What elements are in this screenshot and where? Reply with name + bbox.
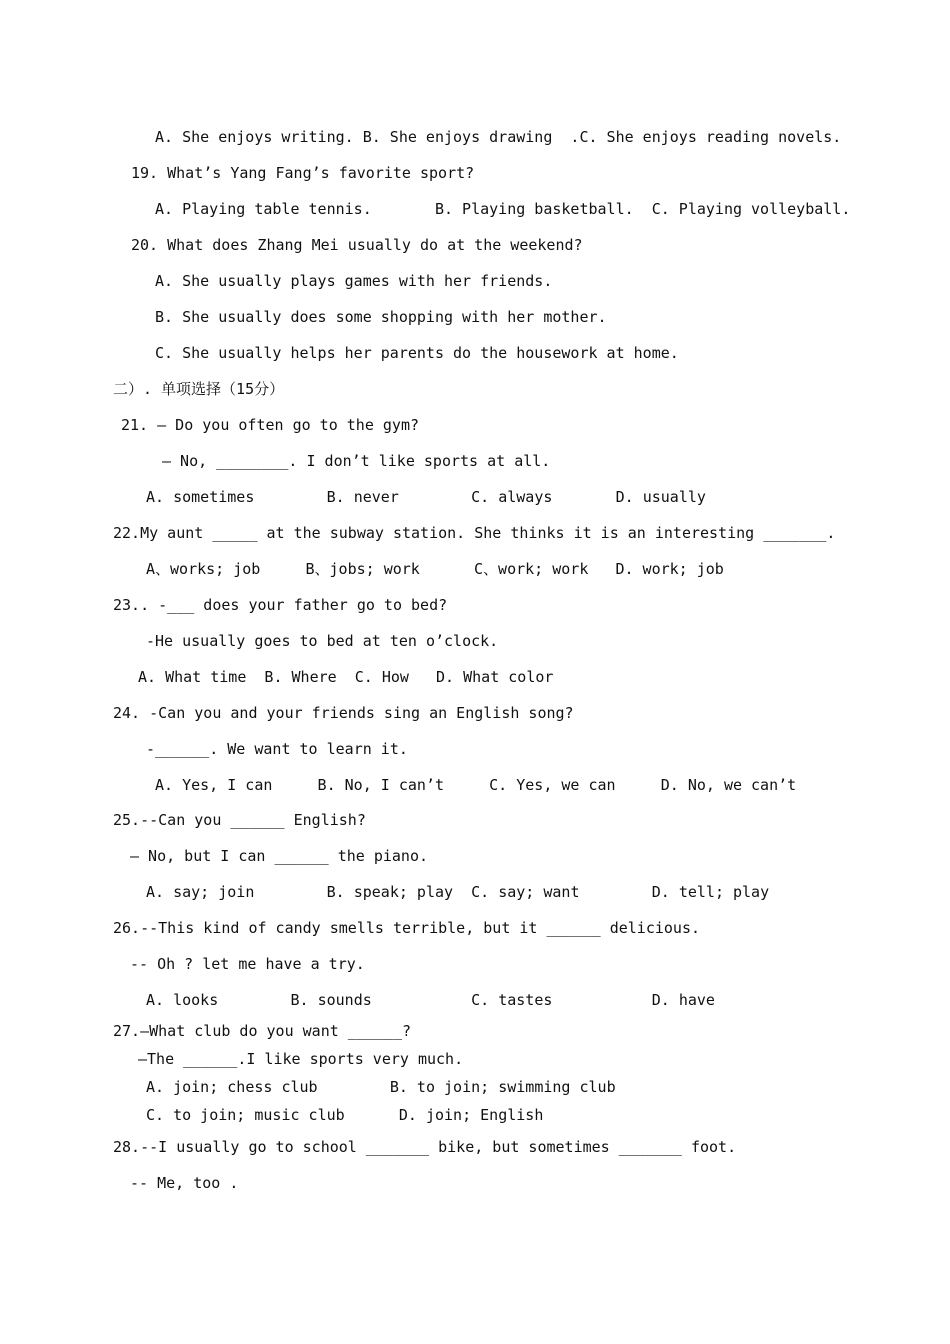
q25-answer-line: — No, but I can ______ the piano. (130, 847, 429, 865)
q22-options: A、works; job B、jobs; work C、work; work D. work; job (146, 560, 724, 578)
q26-answer-line: -- Oh ? let me have a try. (130, 955, 365, 973)
q25-options: A. say; join B. speak; play C. say; want D. tell; play (146, 883, 770, 901)
question-21: 21. — Do you often go to the gym? (121, 416, 420, 434)
section-heading: 二）. 单项选择（15分） (113, 380, 285, 398)
q23-options: A. What time B. Where C. How D. What color (138, 668, 554, 686)
question-28: 28.--I usually go to school _______ bike, but sometimes _______ foot. (113, 1138, 737, 1156)
question-22: 22.My aunt _____ at the subway station. She thinks it is an interesting _______. (113, 524, 836, 542)
q26-options: A. looks B. sounds C. tastes D. have (146, 991, 715, 1009)
q27-answer-line: —The ______.I like sports very much. (138, 1050, 464, 1068)
question-26: 26.--This kind of candy smells terrible, but it ______ delicious. (113, 919, 700, 937)
q19-options: A. Playing table tennis. B. Playing basketball. C. Playing volleyball. (155, 200, 851, 218)
q28-answer-line: -- Me, too . (130, 1174, 239, 1192)
question-24: 24. -Can you and your friends sing an English song? (113, 704, 574, 722)
q21-options: A. sometimes B. never C. always D. usually (146, 488, 706, 506)
question-20: 20. What does Zhang Mei usually do at the weekend? (131, 236, 583, 254)
q24-answer-line: -______. We want to learn it. (146, 740, 408, 758)
q27-options-ab: A. join; chess club B. to join; swimming club (146, 1078, 616, 1096)
q18-options: A. She enjoys writing. B. She enjoys drawing .C. She enjoys reading novels. (155, 128, 842, 146)
question-19: 19. What’s Yang Fang’s favorite sport? (131, 164, 475, 182)
q27-options-cd: C. to join; music club D. join; English (146, 1106, 544, 1124)
question-27: 27.—What club do you want ______? (113, 1022, 412, 1040)
question-23: 23.. -___ does your father go to bed? (113, 596, 448, 614)
q20-option-b: B. She usually does some shopping with her mother. (155, 308, 607, 326)
q23-answer-line: -He usually goes to bed at ten o’clock. (146, 632, 499, 650)
question-25: 25.--Can you ______ English? (113, 811, 366, 829)
q20-option-a: A. She usually plays games with her friends. (155, 272, 553, 290)
q21-answer-line: — No, ________. I don’t like sports at all. (162, 452, 551, 470)
q24-options: A. Yes, I can B. No, I can’t C. Yes, we can D. No, we can’t (155, 776, 797, 794)
q20-option-c: C. She usually helps her parents do the housework at home. (155, 344, 679, 362)
